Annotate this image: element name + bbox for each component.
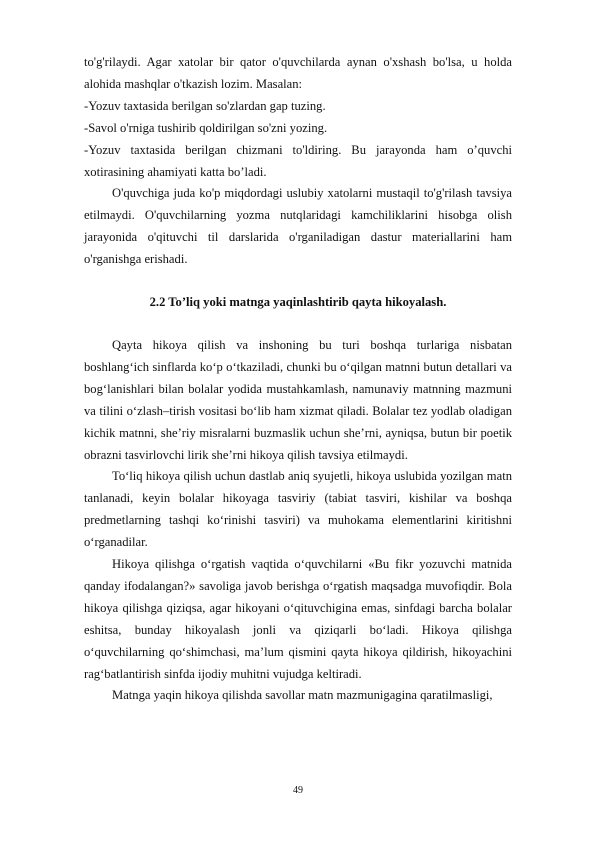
paragraph: To‘liq hikoya qilish uchun dastlab aniq syujetli, hikoya uslubida yozilgan matn tanlanadi, keyin bolalar hikoyaga tasviriy (tabiat tasviri, kishilar va boshqa predmetlarning tashqi ko‘rinishi tasviri) va muhokama elementlarini kiritishni o‘rganadilar. [84, 469, 512, 550]
paragraph: Matnga yaqin hikoya qilishda savollar matn mazmunigagina qaratilmasligi, [112, 688, 493, 703]
page-number: 49 [293, 785, 303, 796]
paragraph: Qayta hikoya qilish va inshoning bu turi boshqa turlariga nisbatan boshlang‘ich sinflarda ko‘p o‘tkaziladi, chunki bu o‘qilgan matnni butun detallari va bog‘lanishlari bilan bolalar yodida mustahkamlash, namunaviy matnning mazmuni va tilini o‘zlash–tirish vositasi bo‘lib ham xizmat qiladi. Bolalar tez yodlab oladigan kichik matnni, she’riy misralarni buzmaslik uchun she’rni, ayniqsa, butun bir poetik obrazni tasvirlovchi lirik she’rni hikoya qilish tavsiya etilmaydi. [84, 337, 512, 462]
body-text [84, 52, 512, 707]
list-item: -Yozuv taxtasida berilgan so'zlardan gap tuzing. [84, 98, 326, 113]
paragraph: O'quvchiga juda ko'p miqdordagi uslubiy xatolarni mustaqil to'g'rilash tavsiya etilmaydi. O'quvchilarning yozma nutqlaridagi kamchiliklarini hisobga olish jarayonida o'qituvchi til darslarida o'rganiladigan dastur materiallarini ham o'rganishga erishadi. [84, 186, 512, 267]
section-heading: 2.2 To’liq yoki matnga yaqinlashtirib qayta hikoyalash. [149, 295, 447, 310]
paragraph: Hikoya qilishga o‘rgatish vaqtida o‘quvchilarni «Bu fikr yozuvchi matnida qanday ifodalangan?» savoliga javob berishga o‘rgatish maqsadga muvofiqdir. Bola hikoya qilishga qiziqsa, agar hikoyani o‘qituvchigina emas, sinfdagi barcha bolalar eshitsa, bunday hikoyalash jonli va qiziqarli bo‘ladi. Hikoya qilishga o‘quvchilarning qo‘shimchasi, ma’lum qismini qayta hikoya qildirish, hikoyachini rag‘batlantirish sinfda ijodiy muhitni vujudga keltiradi. [84, 557, 512, 681]
paragraph-continuation: to'g'rilaydi. Agar xatolar bir qator o'quvchilarda aynan o'xshash bo'lsa, u holda alohida mashqlar o'tkazish lozim. Masalan: [84, 55, 512, 91]
list-item: -Savol o'rniga tushirib qoldirilgan so'zni yozing. [84, 120, 328, 135]
list-item: -Yozuv taxtasida berilgan chizmani to'ldiring. Bu jarayonda ham o’quvchi xotirasining ahamiyati katta bo’ladi. [84, 142, 512, 179]
